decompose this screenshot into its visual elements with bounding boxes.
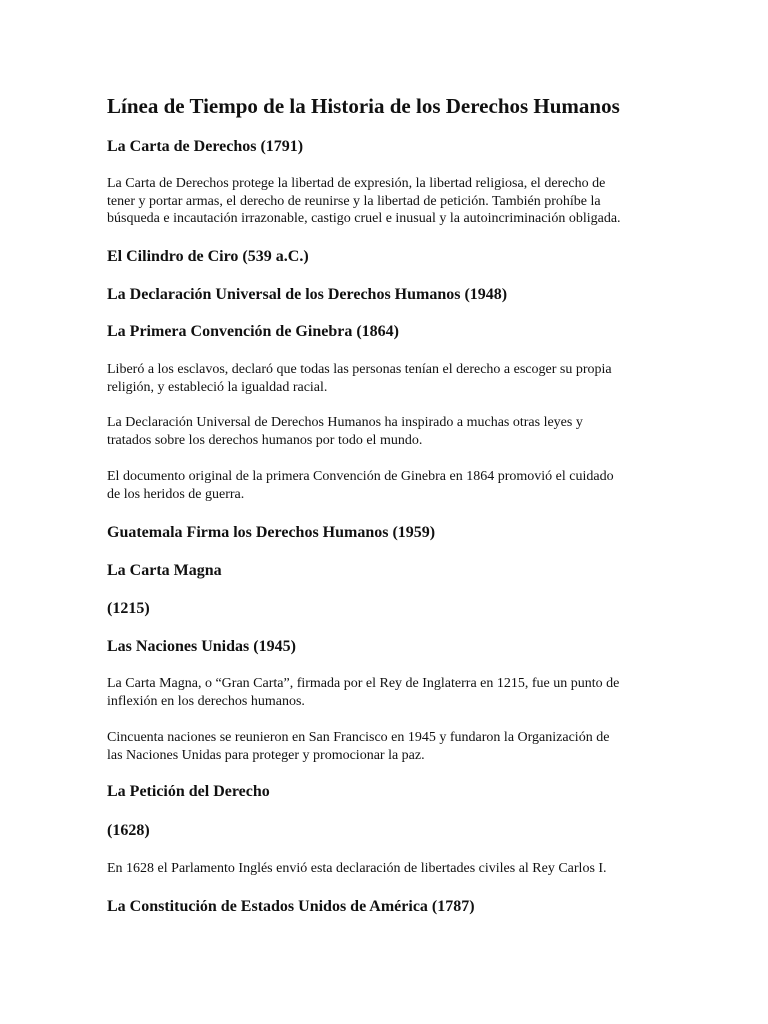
section-heading: Guatemala Firma los Derechos Humanos (1959): [107, 524, 436, 541]
paragraph: La Declaración Universal de Derechos Humanos ha inspirado a muchas otras leyes y tratados sobre los derechos humanos por todo el mundo.: [107, 415, 583, 448]
section-heading: (1628): [107, 822, 150, 839]
paragraph: Cincuenta naciones se reunieron en San Francisco en 1945 y fundaron la Organización de las Naciones Unidas para proteger y promocionar la paz.: [107, 730, 610, 763]
paragraph: El documento original de la primera Convención de Ginebra en 1864 promovió el cuidado de los heridos de guerra.: [107, 469, 614, 502]
paragraph: La Carta Magna, o “Gran Carta”, firmada por el Rey de Inglaterra en 1215, fue un punto de inflexión en los derechos humanos.: [107, 676, 620, 709]
section-heading: La Primera Convención de Ginebra (1864): [107, 323, 399, 340]
section-heading: La Declaración Universal de los Derechos Humanos (1948): [107, 286, 508, 303]
section-heading: El Cilindro de Ciro (539 a.C.): [107, 248, 309, 265]
section-heading: Las Naciones Unidas (1945): [107, 638, 296, 655]
section-heading: La Carta de Derechos (1791): [107, 138, 304, 155]
paragraph: La Carta de Derechos protege la libertad de expresión, la libertad religiosa, el derecho de tener y portar armas, el derecho de reunirse y la libertad de petición. También prohíbe la búsqueda e incautación irrazonable, castigo cruel e inusual y la autoincriminación obligada.: [107, 176, 621, 226]
paragraph: Liberó a los esclavos, declaró que todas las personas tenían el derecho a escoger su propia religión, y estableció la igualdad racial.: [107, 362, 612, 395]
section-heading: La Carta Magna: [107, 562, 222, 579]
paragraph: En 1628 el Parlamento Inglés envió esta declaración de libertades civiles al Rey Carlos I.: [107, 861, 607, 876]
section-heading: La Petición del Derecho: [107, 783, 270, 800]
document-title: Línea de Tiempo de la Historia de los Derechos Humanos: [107, 94, 620, 118]
section-heading: (1215): [107, 600, 150, 617]
section-heading: La Constitución de Estados Unidos de América (1787): [107, 898, 475, 915]
